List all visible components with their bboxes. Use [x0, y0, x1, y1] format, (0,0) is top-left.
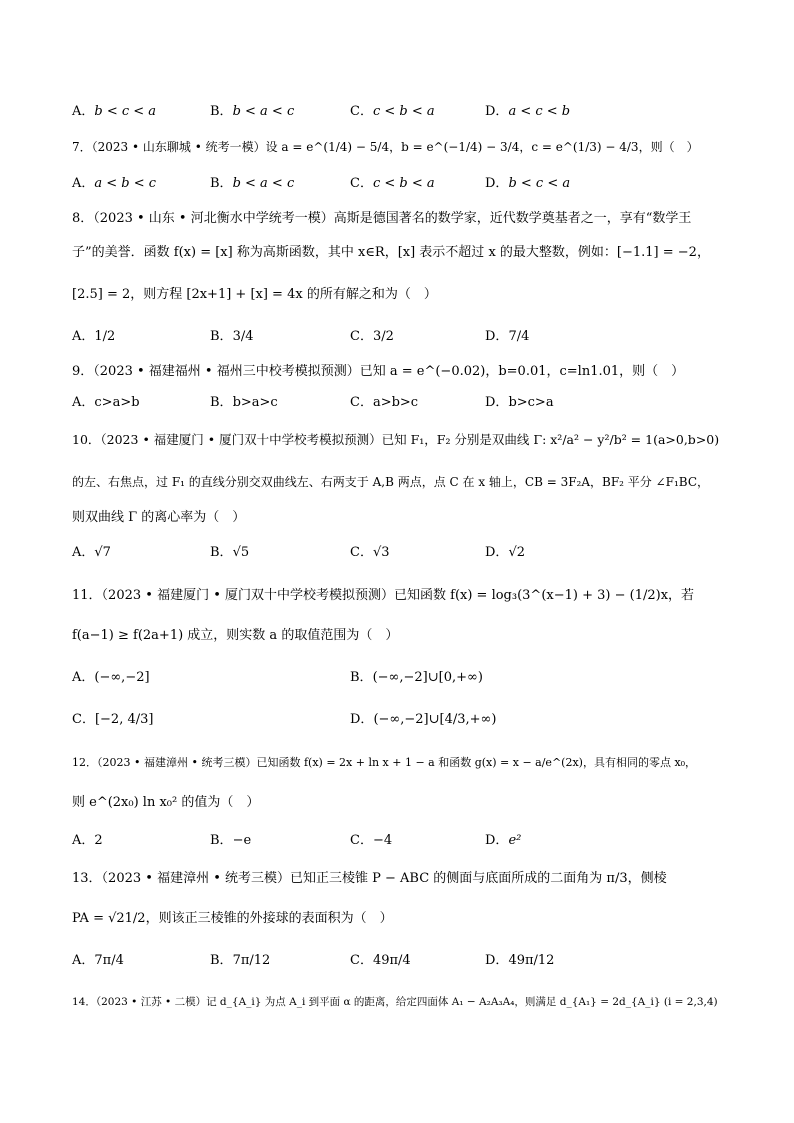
q12-stem-line2: 则 e^(2x₀) ln x₀² 的值为（ ）: [72, 795, 260, 810]
q8-option-d[interactable]: D．7/4: [485, 329, 530, 344]
q13-option-b[interactable]: B．7π/12: [210, 953, 271, 968]
q12-options: [72, 830, 722, 852]
q9-option-c[interactable]: C．a>b>c: [350, 395, 419, 410]
q7-options: [72, 173, 722, 195]
q12-option-a[interactable]: A．2: [72, 833, 103, 848]
q6-options: [72, 101, 722, 123]
q7-option-d[interactable]: D．b < c < a: [485, 176, 571, 191]
q12-source: （2023 • 福建漳州 • 统考三模）: [97, 756, 257, 769]
q10-stem-line1: 10．（2023 • 福建厦门 • 厦门双十中学校考模拟预测）已知 F₁，F₂ 分别是双曲线 Γ: x²/a² − y²/b² = 1(a>0,b>0): [72, 432, 720, 447]
q12-option-d[interactable]: D．e²: [485, 833, 522, 848]
q13-stem-line2: PA = √21/2，则该正三棱锥的外接球的表面积为（ ）: [72, 911, 393, 926]
q10-option-d[interactable]: D．√2: [485, 545, 525, 560]
q12-stem-line1: 12．（2023 • 福建漳州 • 统考三模）已知函数 f(x) = 2x + ln x + 1 − a 和函数 g(x) = x − a/e^(2x)，具有相同的零点 x₀，: [72, 756, 697, 769]
q11-option-d[interactable]: D．(−∞,−2]∪[4/3,+∞): [350, 712, 497, 727]
q10-options: [72, 542, 722, 564]
q9-source: （2023 • 福建福州 • 福州三中校考模拟预测）: [93, 364, 360, 379]
q8-stem-line3: [2.5] = 2，则方程 [2x+1] + [x] = 4x 的所有解之和为（ ）: [72, 287, 437, 302]
q8-option-a[interactable]: A．1/2: [72, 329, 116, 344]
q13-option-c[interactable]: C．49π/4: [350, 953, 411, 968]
q6-option-a[interactable]: A．b < c < a: [72, 104, 157, 119]
q9-options: [72, 392, 722, 414]
q11-stem-line2: f(a−1) ≥ f(2a+1) 成立，则实数 a 的取值范围为（ ）: [72, 628, 399, 643]
q14-stem-line1: 14．（2023 • 江苏 • 二模）记 d_{A_i} 为点 A_i 到平面 α 的距离，给定四面体 A₁ − A₂A₃A₄，则满足 d_{A₁} = 2d_{A_i} (i = 2,3,4): [72, 996, 718, 1008]
q11-source: （2023 • 福建厦门 • 厦门双十中学校考模拟预测）: [101, 588, 394, 603]
q13-source: （2023 • 福建漳州 • 统考三模）: [101, 871, 290, 886]
q8-stem-line2: 子”的美誉．函数 f(x) = [x] 称为高斯函数，其中 x∈R，[x] 表示不超过 x 的最大整数，例如：[−1.1] = −2，: [72, 245, 710, 260]
q7-option-b[interactable]: B．b < a < c: [210, 176, 295, 191]
q7-stem: 7．（2023 • 山东聊城 • 统考一模）设 a = e^(1/4) − 5/4，b = e^(−1/4) − 3/4，c = e^(1/3) − 4/3，则（ ）: [72, 140, 699, 154]
q9-option-a[interactable]: A．c>a>b: [72, 395, 140, 410]
q6-option-b[interactable]: B．b < a < c: [210, 104, 295, 119]
q12-option-c[interactable]: C．−4: [350, 833, 393, 848]
q7-option-c[interactable]: C．c < b < a: [350, 176, 435, 191]
q7-text: 设 a = e^(1/4) − 5/4，b = e^(−1/4) − 3/4，c = e^(1/3) − 4/3，则（ ）: [265, 140, 699, 154]
q11-option-a[interactable]: A．(−∞,−2]: [72, 670, 150, 685]
q13-options: [72, 950, 722, 972]
q6-option-c[interactable]: C．c < b < a: [350, 104, 435, 119]
q7-source: （2023 • 山东聊城 • 统考一模）: [91, 140, 266, 154]
q13-stem-line1: 13．（2023 • 福建漳州 • 统考三模）已知正三棱锥 P − ABC 的侧面与底面所成的二面角为 π/3，侧棱: [72, 871, 667, 886]
q13-option-a[interactable]: A．7π/4: [72, 953, 124, 968]
q11-options-row2: [72, 709, 722, 731]
q10-option-c[interactable]: C．√3: [350, 545, 390, 560]
q10-stem-line3: 则双曲线 Γ 的离心率为（ ）: [72, 510, 246, 525]
q6-option-d[interactable]: D．a < c < b: [485, 104, 571, 119]
q11-option-b[interactable]: B．(−∞,−2]∪[0,+∞): [350, 670, 483, 685]
q12-option-b[interactable]: B．−e: [210, 833, 252, 848]
q8-option-b[interactable]: B．3/4: [210, 329, 254, 344]
q8-stem-line1: 8．（2023 • 山东 • 河北衡水中学统考一模）高斯是德国著名的数学家，近代数学奠基者之一，享有“数学王: [72, 211, 692, 226]
q10-source: （2023 • 福建厦门 • 厦门双十中学校考模拟预测）: [100, 432, 382, 447]
q8-option-c[interactable]: C．3/2: [350, 329, 394, 344]
q10-stem-line2: 的左、右焦点，过 F₁ 的直线分别交双曲线左、右两支于 A,B 两点，点 C 在 x 轴上，CB = 3F₂A，BF₂ 平分 ∠F₁BC，: [72, 475, 710, 489]
q10-option-b[interactable]: B．√5: [210, 545, 250, 560]
q9-option-b[interactable]: B．b>a>c: [210, 395, 278, 410]
q11-stem-line1: 11．（2023 • 福建厦门 • 厦门双十中学校考模拟预测）已知函数 f(x) = log₃(3^(x−1) + 3) − (1/2)x，若: [72, 588, 695, 603]
q9-stem: 9．（2023 • 福建福州 • 福州三中校考模拟预测）已知 a = e^(−0.02)，b=0.01，c=ln1.01，则（ ）: [72, 364, 685, 379]
q8-options: [72, 326, 722, 348]
q13-option-d[interactable]: D．49π/12: [485, 953, 555, 968]
q11-options-row1: [72, 667, 722, 689]
q9-option-d[interactable]: D．b>c>a: [485, 395, 554, 410]
q11-option-c[interactable]: C．[−2, 4/3]: [72, 712, 154, 727]
q10-option-a[interactable]: A．√7: [72, 545, 111, 560]
q8-source: （2023 • 山东 • 河北衡水中学统考一模）: [93, 211, 334, 226]
q14-source: （2023 • 江苏 • 二模）: [95, 996, 207, 1008]
q7-option-a[interactable]: A．a < b < c: [72, 176, 157, 191]
